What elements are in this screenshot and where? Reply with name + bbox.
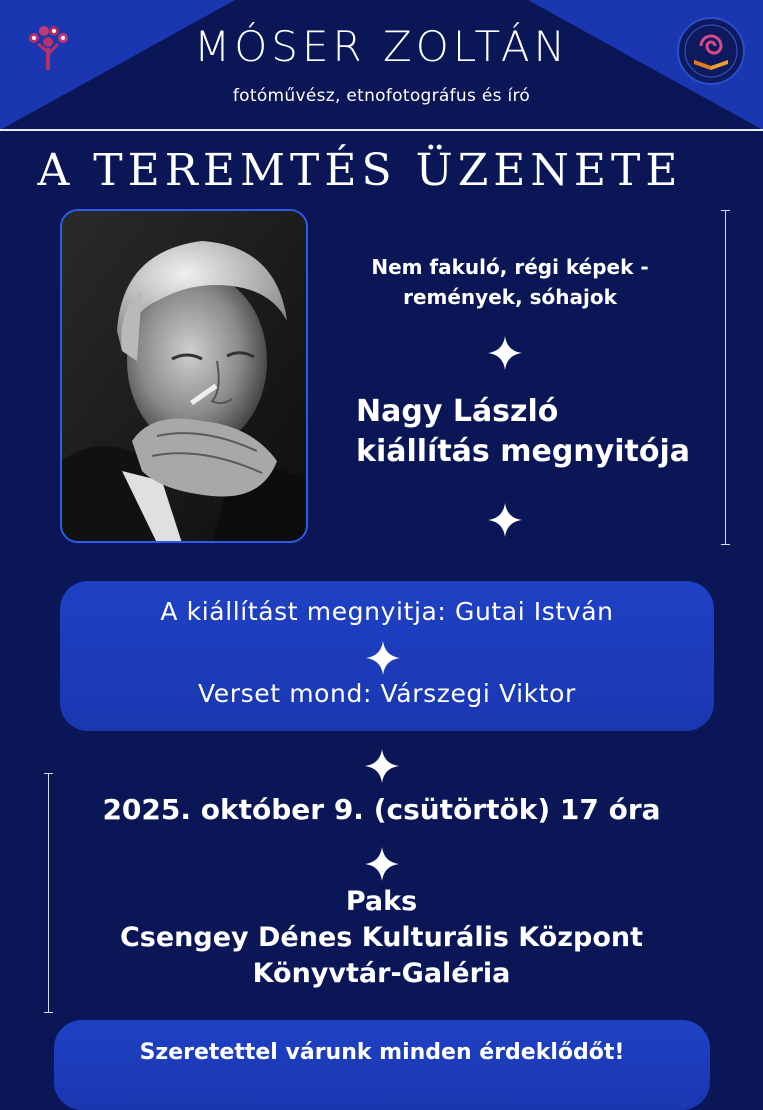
right-divider-cap-top: [721, 210, 730, 211]
sparkle-icon: [365, 847, 399, 881]
opener-text: A kiállítást megnyitja: Gutai István: [160, 597, 614, 626]
sparkle-icon: [488, 336, 522, 370]
exhibition-subtitle-line2: remények, sóhajok: [403, 285, 617, 309]
right-divider-line: [725, 210, 726, 545]
welcome-text: Szeretettel várunk minden érdeklődőt!: [139, 1040, 625, 1065]
venue-room: Könyvtár-Galéria: [252, 958, 511, 989]
author-subtitle: fotóművész, etnofotográfus és író: [232, 86, 531, 106]
exhibition-subtitle: [330, 252, 690, 312]
left-divider-cap-bottom: [44, 1012, 53, 1013]
author-name: MÓSER ZOLTÁN: [193, 22, 570, 71]
exhibition-title: [356, 392, 736, 472]
event-venue: [0, 884, 763, 992]
sparkle-icon: [366, 641, 400, 675]
exhibition-subtitle-line1: Nem fakuló, régi képek -: [371, 255, 649, 279]
portrait-photo: [60, 209, 308, 543]
event-date: 2025. október 9. (csütörtök) 17 óra: [102, 793, 661, 826]
sparkle-icon: [488, 503, 522, 537]
welcome-box: [54, 1020, 710, 1110]
main-title: A TEREMTÉS ÜZENETE: [37, 145, 683, 196]
right-divider-cap-bottom: [721, 544, 730, 545]
venue-city: Paks: [345, 886, 418, 917]
exhibition-title-line1: Nagy László: [356, 394, 559, 429]
exhibition-title-line2: kiállítás megnyitója: [356, 434, 690, 469]
sparkle-icon: [365, 749, 399, 783]
venue-name: Csengey Dénes Kulturális Központ: [119, 922, 644, 953]
portrait-image-icon: [62, 211, 308, 543]
reciter-text: Verset mond: Várszegi Viktor: [198, 679, 576, 708]
participants-box: [60, 581, 714, 731]
left-divider-cap-top: [44, 773, 53, 774]
